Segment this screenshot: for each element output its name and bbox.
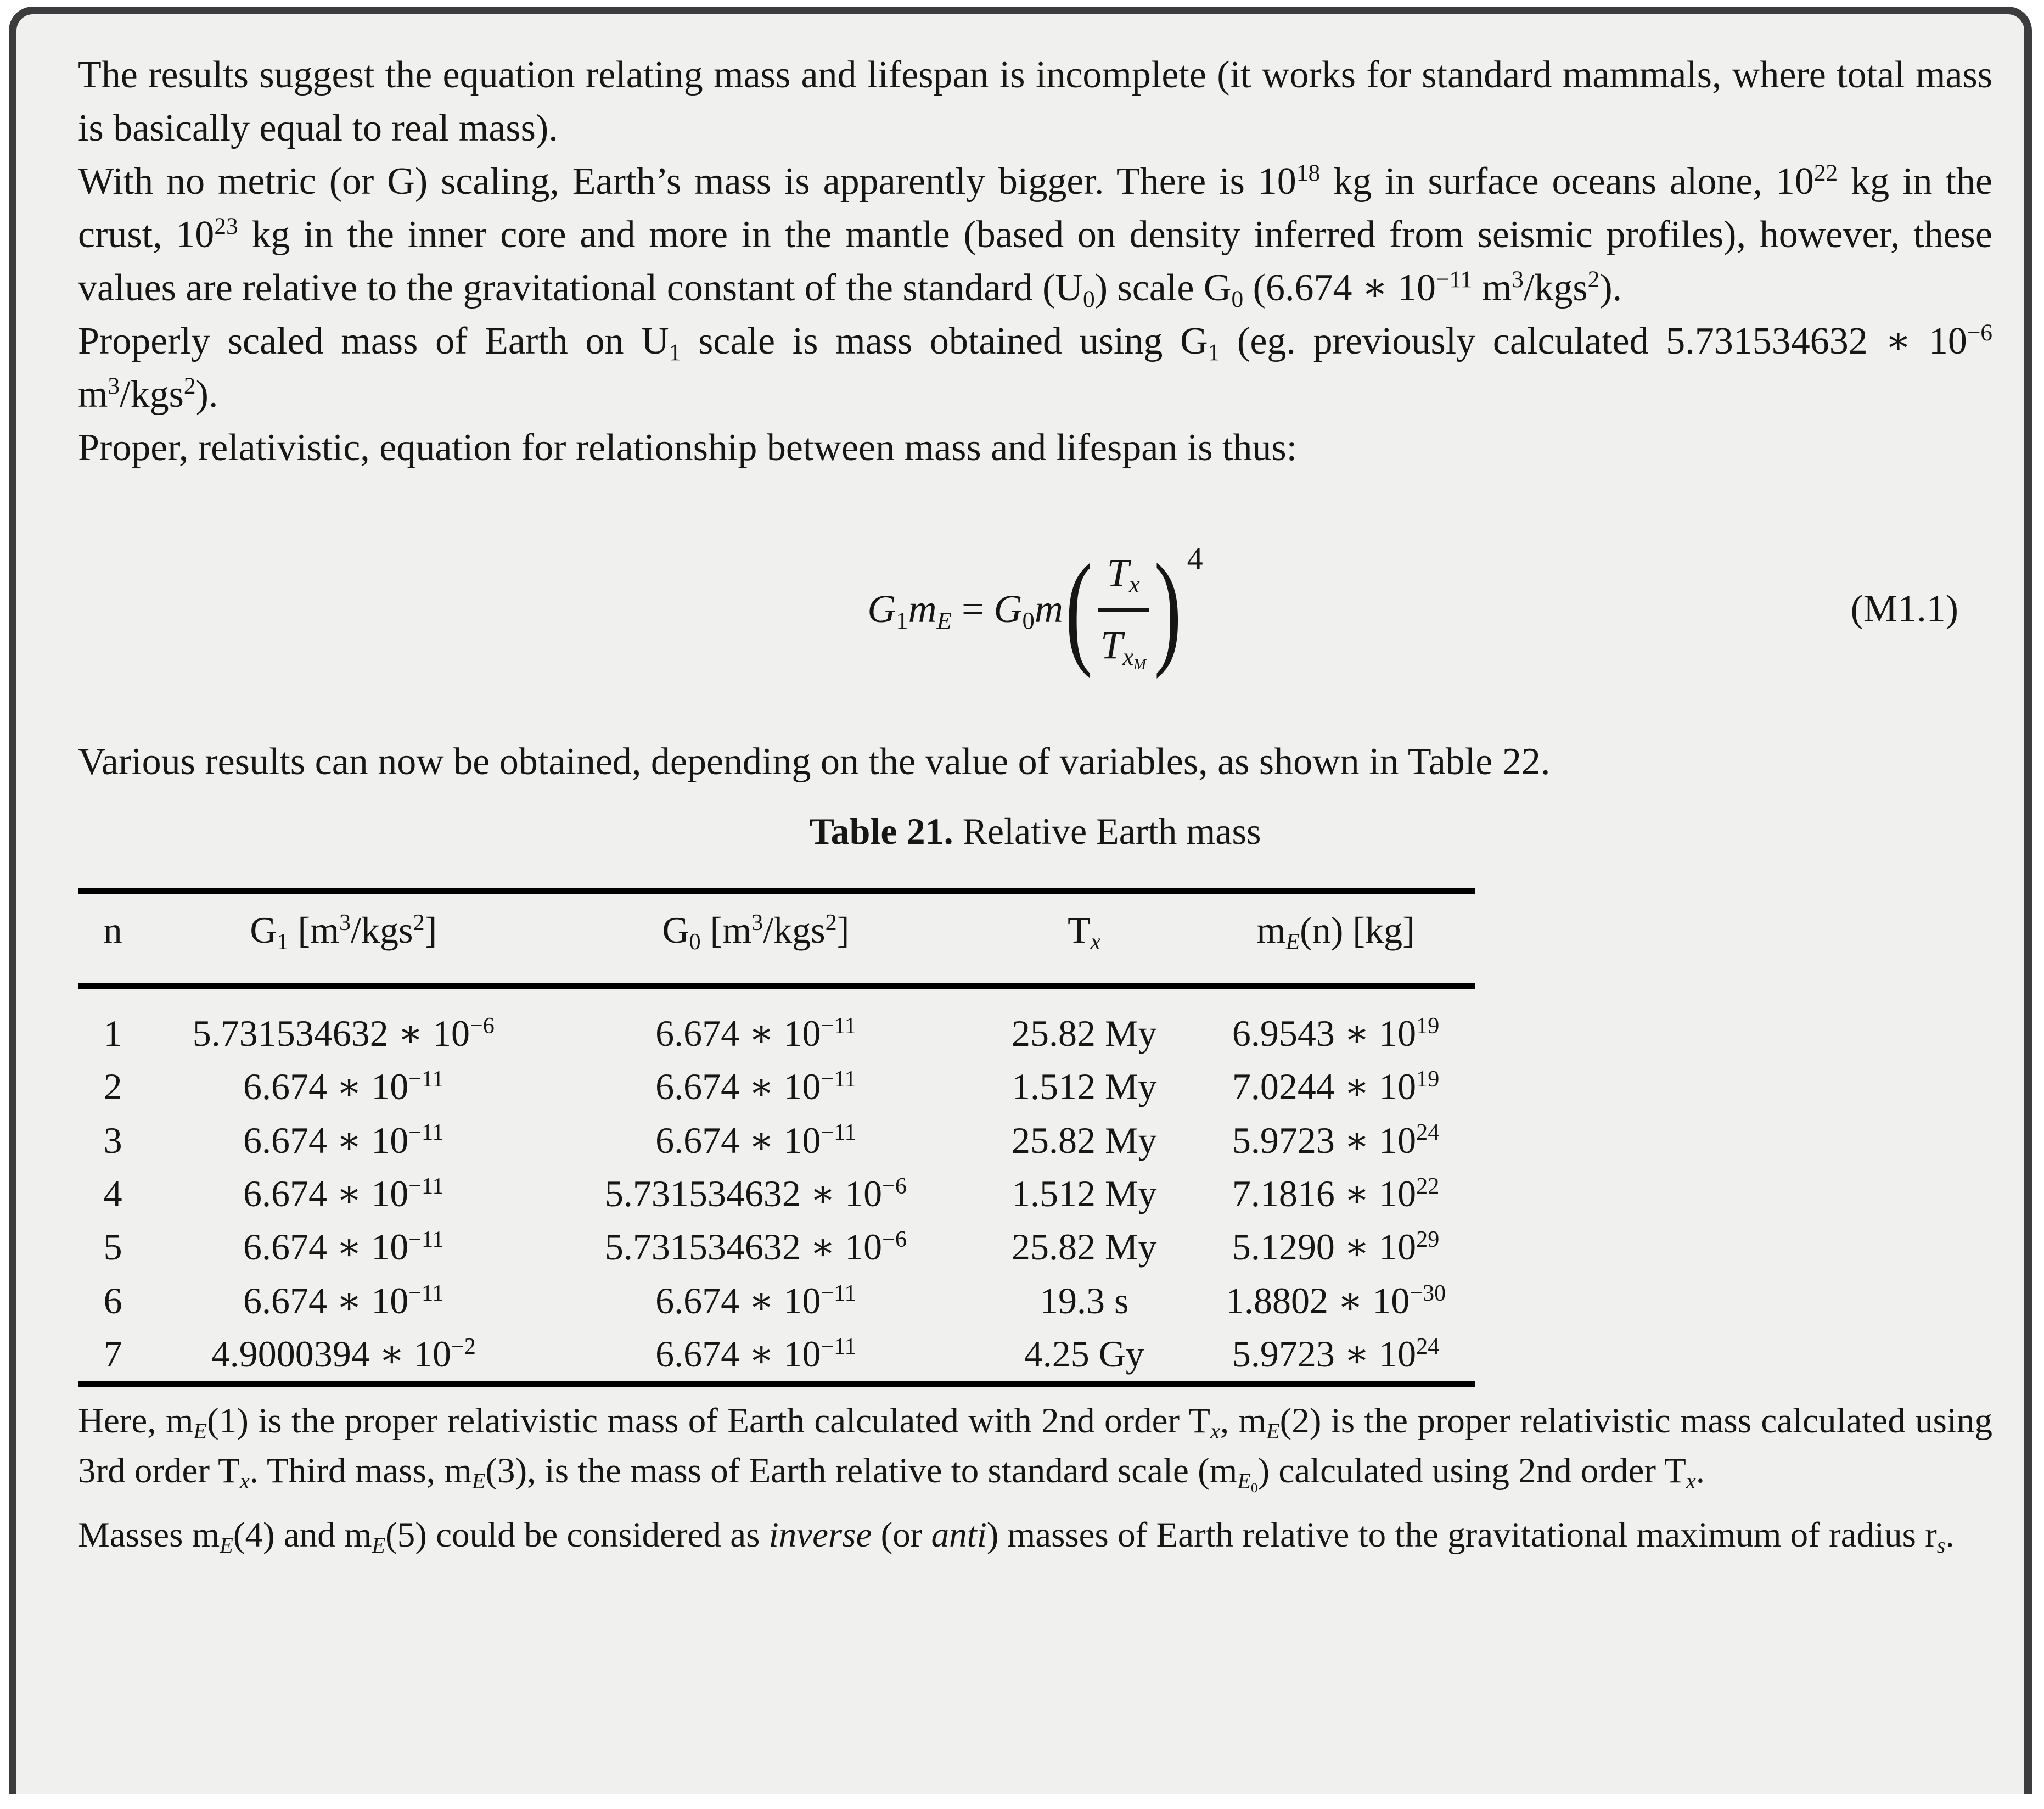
- table-cell: 19.3 s: [1040, 1279, 1129, 1321]
- table-cell: 1: [103, 1012, 122, 1054]
- document-panel: [9, 7, 2032, 1794]
- table-cell: 6.674 ∗ $10^{-11}$: [243, 1279, 444, 1321]
- table-cell: 7.0244 ∗ $10^{19}$: [1232, 1066, 1440, 1108]
- equation-m1-1: [867, 527, 1203, 691]
- table-cell: 5.731534632 ∗ $10^{-6}$: [604, 1226, 907, 1268]
- table-row: [78, 1167, 1475, 1220]
- table-cell: 6.674 ∗ $10^{-11}$: [655, 1119, 856, 1161]
- table-footnote-1: Here, $m_E(1)$ is the proper relativistic mass of Earth calculated with 2nd order $T_x$, $m_E(2)$ is the proper relativistic mass calculated using 3rd order $T_x$. Third mass, $m_E(3)$, is the mass of Earth relative to standard scale $(m_{E_0})$ calculated using 2nd order $T_x$.: [78, 1401, 1992, 1496]
- table-cell: 25.82 My: [1012, 1012, 1157, 1054]
- table-cell: 6.674 ∗ $10^{-11}$: [243, 1172, 444, 1214]
- equation-block: [78, 527, 1992, 691]
- table-header-cell: n: [78, 892, 148, 986]
- equation-exponent: 4: [1187, 541, 1203, 576]
- paragraph-earth-mass: With no metric (or G) scaling, Earth’s mass is apparently bigger. There is $10^{18}$ kg in surface oceans alone, $10^{22}$ kg in the crust, $10^{23}$ kg in the inner core and more in the mantle (based on density inferred from seismic profiles), however, these values are relative to the gravitational constant of the standard $(U_0)$ scale $G_0$ (6.674 ∗ $10^{-11}$ $m^3/kgs^2$).: [78, 160, 1993, 313]
- table-cell: 4.9000394 ∗ $10^{-2}$: [211, 1333, 476, 1375]
- table-header-cell: $G_1$ $[m^3/kgs^2]$: [148, 892, 539, 986]
- table-cell: 1.512 My: [1012, 1172, 1157, 1214]
- table-cell: 6.9543 ∗ $10^{19}$: [1232, 1012, 1440, 1054]
- document-content: [16, 14, 2024, 1560]
- table-cell: 1.512 My: [1012, 1066, 1157, 1108]
- open-paren: (: [1065, 538, 1093, 680]
- table-cell: 5.9723 ∗ $10^{24}$: [1232, 1333, 1440, 1375]
- table-caption: [78, 805, 1992, 858]
- table-caption-text: Relative Earth mass: [962, 810, 1261, 852]
- paragraph-various-results: Various results can now be obtained, depending on the value of variables, as shown in Table 22.: [78, 741, 1551, 783]
- table-cell: 3: [103, 1119, 122, 1161]
- table-cell: 1.8802 ∗ $10^{-30}$: [1226, 1279, 1446, 1321]
- table-cell: 5: [103, 1226, 122, 1268]
- equation-number-label: (M1.1): [1850, 587, 1958, 630]
- equation-lhs: $G_1m_E = G_0m$: [867, 586, 1063, 634]
- table-cell: 4.25 Gy: [1024, 1333, 1144, 1375]
- table-caption-label: Table 21.: [809, 810, 953, 852]
- table-cell: 5.731534632 ∗ $10^{-6}$: [604, 1172, 907, 1214]
- table-cell: 4: [103, 1172, 122, 1214]
- table-row: [78, 1274, 1475, 1328]
- table-cell: 6.674 ∗ $10^{-11}$: [243, 1226, 444, 1268]
- table-cell: 25.82 My: [1012, 1226, 1157, 1268]
- table-row: [78, 1060, 1475, 1113]
- table-cell: 6.674 ∗ $10^{-11}$: [655, 1279, 856, 1321]
- table-cell: 25.82 My: [1012, 1119, 1157, 1161]
- table-row: [78, 1114, 1475, 1167]
- table-cell: 6: [103, 1279, 122, 1321]
- paragraph-equation-intro: Proper, relativistic, equation for relationship between mass and lifespan is thus:: [78, 427, 1298, 469]
- fraction-denominator: $T_{x_M}$: [1100, 623, 1147, 673]
- close-paren: ): [1154, 538, 1182, 680]
- table-row: [78, 1328, 1475, 1384]
- table-row: [78, 985, 1475, 1060]
- table-cell: 7: [103, 1333, 122, 1375]
- paragraph-results-suggest: The results suggest the equation relating mass and lifespan is incomplete (it works for standard mammals, where total mass is basically equal to real mass).: [78, 54, 1992, 149]
- table-header-cell: $G_0$ $[m^3/kgs^2]$: [539, 892, 972, 986]
- table-cell: 5.1290 ∗ $10^{29}$: [1232, 1226, 1440, 1268]
- table-header-cell: $T_x$: [973, 892, 1196, 986]
- paragraph-properly-scaled-mass: Properly scaled mass of Earth on $U_1$ scale is mass obtained using $G_1$ (eg. previously calculated 5.731534632 ∗ $10^{-6}$ $m^3/kgs^2$).: [78, 320, 1992, 416]
- table-cell: 6.674 ∗ $10^{-11}$: [655, 1066, 856, 1108]
- table-header-row: [78, 892, 1475, 986]
- table-cell: 6.674 ∗ $10^{-11}$: [655, 1333, 856, 1375]
- table-body: [78, 985, 1475, 1384]
- table-footnote-2: Masses $m_E(4)$ and $m_E(5)$ could be considered as inverse (or anti) masses of Earth relative to the gravitational maximum of radius $r_s$.: [78, 1515, 1955, 1558]
- table-cell: 6.674 ∗ $10^{-11}$: [655, 1012, 856, 1054]
- table-header-cell: $m_E(n)$ [kg]: [1196, 892, 1475, 986]
- table-row: [78, 1220, 1475, 1274]
- equation-fraction: [1098, 546, 1149, 672]
- table-cell: 5.9723 ∗ $10^{24}$: [1232, 1119, 1440, 1161]
- table-cell: 6.674 ∗ $10^{-11}$: [243, 1066, 444, 1108]
- fraction-numerator: $T_x$: [1098, 546, 1149, 612]
- table-cell: 7.1816 ∗ $10^{22}$: [1232, 1172, 1440, 1214]
- table-cell: 6.674 ∗ $10^{-11}$: [243, 1119, 444, 1161]
- table-cell: 2: [103, 1066, 122, 1108]
- relative-earth-mass-table: [78, 888, 1475, 1387]
- table-head: [78, 892, 1475, 986]
- table-cell: 5.731534632 ∗ $10^{-6}$: [192, 1012, 495, 1054]
